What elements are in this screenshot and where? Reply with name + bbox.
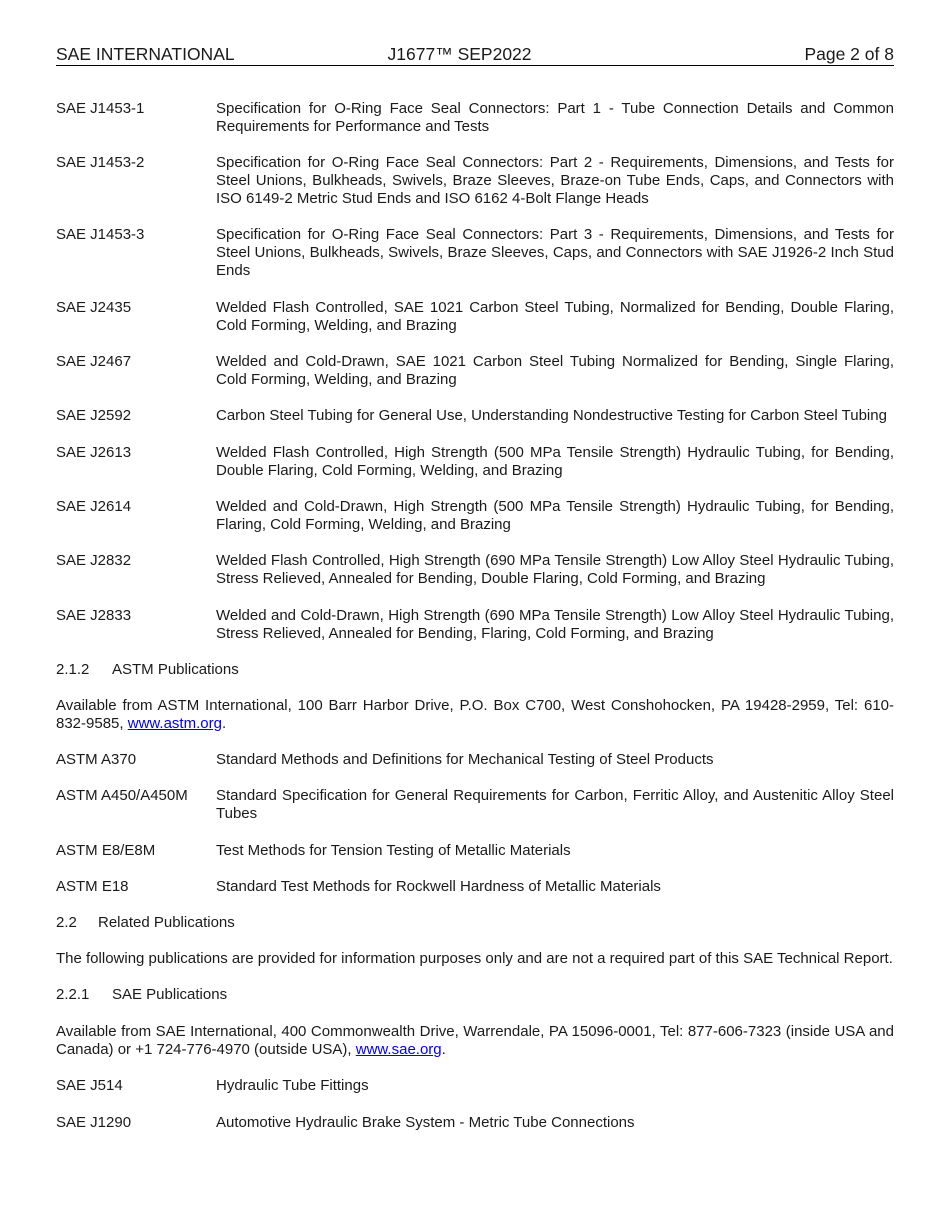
section-heading-sae bbox=[56, 986, 894, 1004]
reference-code: SAE J2435 bbox=[56, 299, 132, 316]
section-title: SAE Publications bbox=[112, 986, 228, 1003]
reference-item bbox=[56, 787, 894, 823]
astm-reference-list bbox=[56, 751, 894, 896]
reference-title: Welded and Cold-Drawn, SAE 1021 Carbon Steel Tubing Normalized for Bending, Single Flaring, Cold Forming, Welding, and Brazing bbox=[216, 353, 894, 388]
reference-code: SAE J2592 bbox=[56, 407, 132, 424]
reference-item bbox=[56, 100, 894, 136]
reference-item bbox=[56, 498, 894, 534]
sae-availability-paragraph bbox=[56, 1023, 894, 1059]
sae-related-reference-list bbox=[56, 1077, 894, 1132]
reference-code: SAE J1453-2 bbox=[56, 154, 145, 171]
header-page-number: Page 2 of 8 bbox=[804, 44, 894, 64]
header-org: SAE INTERNATIONAL bbox=[56, 44, 235, 64]
reference-item bbox=[56, 407, 894, 425]
reference-code: ASTM A370 bbox=[56, 751, 137, 768]
section-number: 2.2 bbox=[56, 914, 77, 931]
page-header bbox=[56, 44, 894, 66]
reference-title: Standard Test Methods for Rockwell Hardness of Metallic Materials bbox=[216, 878, 661, 895]
astm-website-link[interactable]: www.astm.org bbox=[127, 715, 222, 732]
reference-code: SAE J1290 bbox=[56, 1114, 132, 1131]
availability-text: Available from ASTM International, 100 Barr Harbor Drive, P.O. Box C700, West Conshohocken, PA 19428-2959, Tel: 610-832-9585, bbox=[56, 697, 894, 732]
reference-item bbox=[56, 552, 894, 588]
reference-title: Hydraulic Tube Fittings bbox=[216, 1077, 369, 1094]
reference-title: Specification for O-Ring Face Seal Connectors: Part 2 - Requirements, Dimensions, and Tests for Steel Unions, Bulkheads, Swivels, Braze Sleeves, Braze-on Tube Ends, Caps, and Connectors with ISO 6149-2 Metric Stud Ends and ISO 6162 4-Bolt Flange Heads bbox=[216, 154, 894, 207]
sae-website-link[interactable]: www.sae.org bbox=[355, 1041, 442, 1058]
reference-title: Carbon Steel Tubing for General Use, Understanding Nondestructive Testing for Carbon Steel Tubing bbox=[216, 407, 887, 424]
reference-item bbox=[56, 226, 894, 280]
sae-reference-list bbox=[56, 100, 894, 643]
reference-title: Welded and Cold-Drawn, High Strength (690 MPa Tensile Strength) Low Alloy Steel Hydraulic Tubing, Stress Relieved, Annealed for Bending, Flaring, Cold Forming, and Brazing bbox=[216, 607, 894, 642]
document-page bbox=[56, 44, 894, 1132]
section-heading-astm bbox=[56, 661, 894, 679]
section-title: ASTM Publications bbox=[112, 661, 239, 678]
header-doc-id: J1677™ SEP2022 bbox=[387, 44, 532, 64]
reference-title: Automotive Hydraulic Brake System - Metric Tube Connections bbox=[216, 1114, 635, 1131]
reference-title: Welded and Cold-Drawn, High Strength (500 MPa Tensile Strength) Hydraulic Tubing, for Bending, Flaring, Cold Forming, Welding, and Brazing bbox=[216, 498, 894, 533]
section-heading-related bbox=[56, 914, 894, 932]
reference-code: SAE J2832 bbox=[56, 552, 132, 569]
reference-title: Specification for O-Ring Face Seal Connectors: Part 1 - Tube Connection Details and Common Requirements for Performance and Tests bbox=[216, 100, 894, 135]
reference-title: Welded Flash Controlled, SAE 1021 Carbon Steel Tubing, Normalized for Bending, Double Flaring, Cold Forming, Welding, and Brazing bbox=[216, 299, 894, 334]
reference-title: Welded Flash Controlled, High Strength (500 MPa Tensile Strength) Hydraulic Tubing, for Bending, Double Flaring, Cold Forming, Welding, and Brazing bbox=[216, 444, 894, 479]
section-number: 2.1.2 bbox=[56, 661, 90, 678]
related-publications-paragraph: The following publications are provided for information purposes only and are not a required part of this SAE Technical Report. bbox=[56, 950, 893, 967]
reference-code: ASTM A450/A450M bbox=[56, 787, 188, 804]
reference-item bbox=[56, 878, 894, 896]
reference-title: Welded Flash Controlled, High Strength (690 MPa Tensile Strength) Low Alloy Steel Hydraulic Tubing, Stress Relieved, Annealed for Bending, Double Flaring, Cold Forming, and Brazing bbox=[216, 552, 894, 587]
reference-item bbox=[56, 607, 894, 643]
reference-item bbox=[56, 1077, 894, 1095]
reference-item bbox=[56, 299, 894, 335]
reference-title: Standard Specification for General Requirements for Carbon, Ferritic Alloy, and Austenitic Alloy Steel Tubes bbox=[216, 787, 894, 822]
reference-code: SAE J2613 bbox=[56, 444, 132, 461]
reference-code: SAE J1453-3 bbox=[56, 226, 145, 243]
reference-item bbox=[56, 444, 894, 480]
section-title: Related Publications bbox=[98, 914, 235, 931]
reference-title: Specification for O-Ring Face Seal Connectors: Part 3 - Requirements, Dimensions, and Tests for Steel Unions, Bulkheads, Swivels, Braze Sleeves, Caps, and Connectors with SAE J1926-2 Inch Stud Ends bbox=[216, 226, 894, 279]
reference-code: SAE J2833 bbox=[56, 607, 132, 624]
availability-text: Available from SAE International, 400 Commonwealth Drive, Warrendale, PA 15096-0001, Tel: 877-606-7323 (inside USA and Canada) or +1 724-776-4970 (outside USA), bbox=[56, 1023, 894, 1058]
reference-item bbox=[56, 842, 894, 860]
reference-title: Test Methods for Tension Testing of Metallic Materials bbox=[216, 842, 571, 859]
reference-code: ASTM E8/E8M bbox=[56, 842, 156, 859]
reference-item bbox=[56, 353, 894, 389]
reference-code: SAE J514 bbox=[56, 1077, 123, 1094]
availability-end: . bbox=[221, 715, 227, 732]
availability-end: . bbox=[441, 1041, 446, 1058]
astm-availability-paragraph bbox=[56, 697, 894, 733]
reference-item bbox=[56, 154, 894, 208]
section-number: 2.2.1 bbox=[56, 986, 90, 1003]
reference-code: SAE J2614 bbox=[56, 498, 132, 515]
reference-code: ASTM E18 bbox=[56, 878, 129, 895]
reference-code: SAE J1453-1 bbox=[56, 100, 145, 117]
reference-item bbox=[56, 1114, 894, 1132]
reference-code: SAE J2467 bbox=[56, 353, 132, 370]
reference-item bbox=[56, 751, 894, 769]
reference-title: Standard Methods and Definitions for Mechanical Testing of Steel Products bbox=[216, 751, 714, 768]
